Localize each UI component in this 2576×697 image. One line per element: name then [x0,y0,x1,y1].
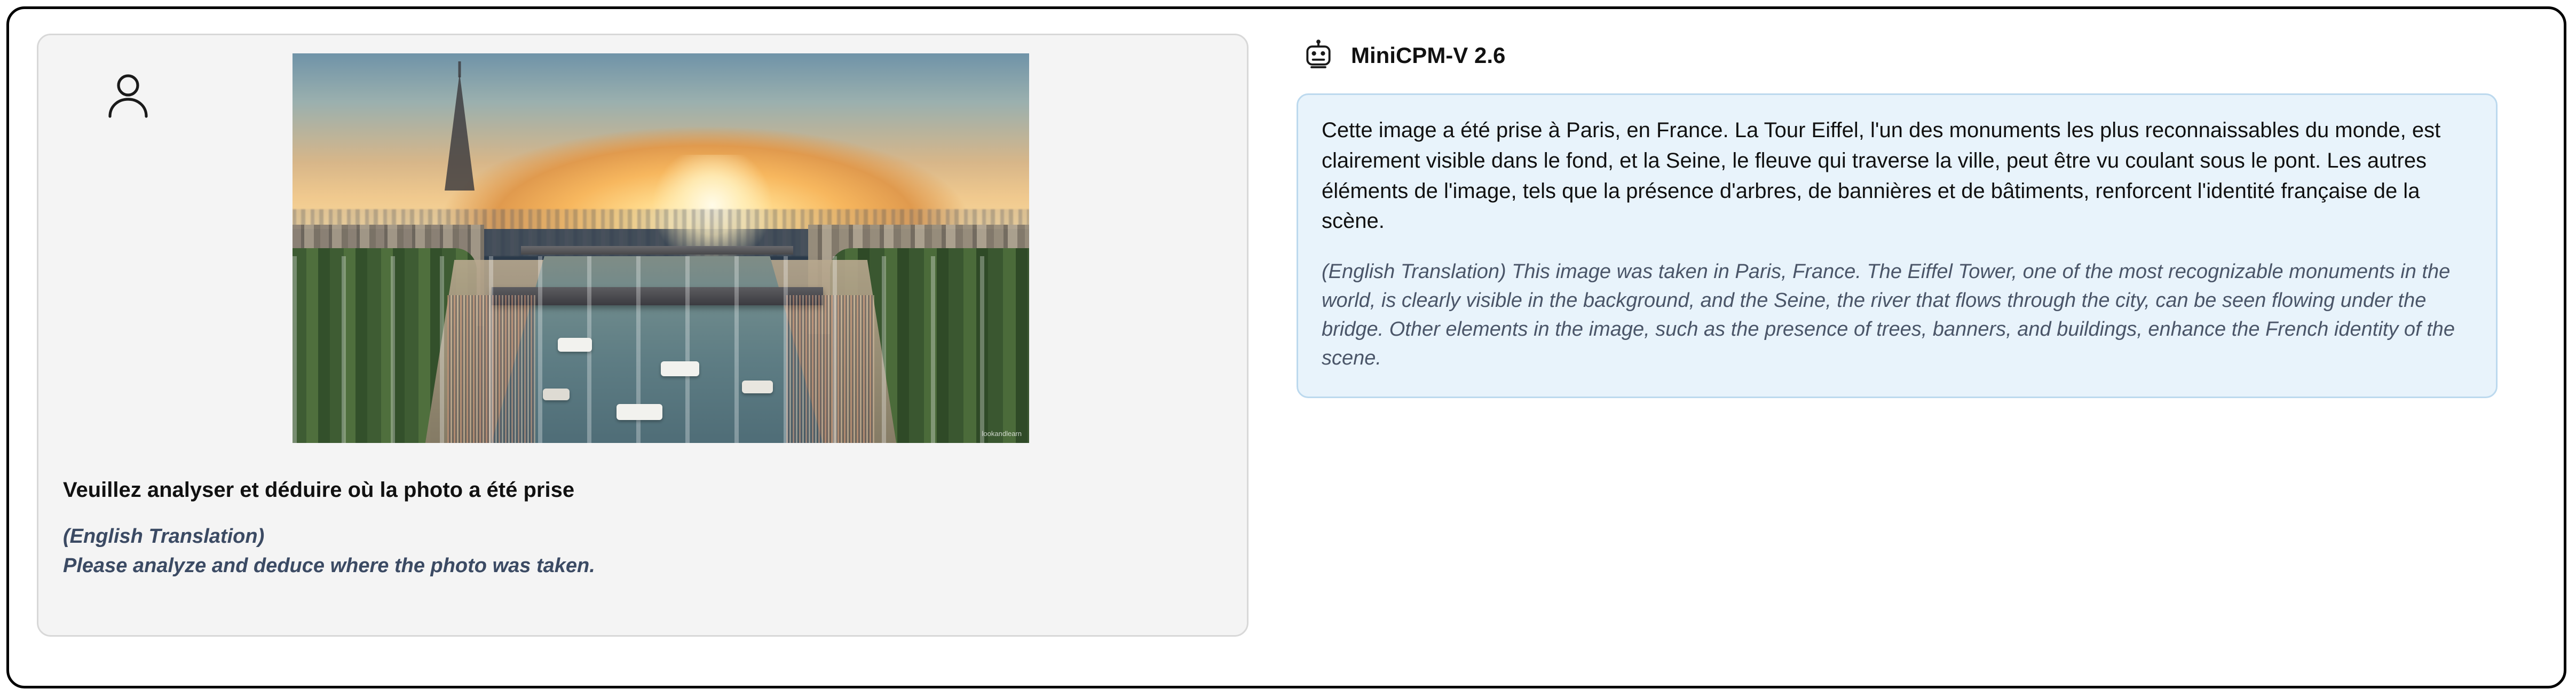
photo-boat [558,338,592,352]
assistant-message [1297,34,2536,661]
assistant-response-translation: (English Translation) This image was taken in Paris, France. The Eiffel Tower, one of the most recognizable monuments in the world, is clearly visible in the background, and the Seine, the river that flows through the city, can be seen flowing under the bridge. Other elements in the image, such as the presence of trees, banners, and buildings, enhance the French identity of the scene. [1322,260,2455,370]
photo-boat [617,404,662,420]
assistant-response-text: Cette image a été prise à Paris, en France. La Tour Eiffel, l'un des monuments les plus reconnaissables du monde, est clairement visible dans le fond, et la Seine, le fleuve qui traverse la ville, peut être vu coulant sous le pont. Les autres éléments de l'image, tels que la présence d'arbres, de bannières et de bâtiments, renforcent l'identité française de la scène. [1322,118,2441,233]
model-name-label: MiniCPM-V 2.6 [1351,43,1506,68]
user-prompt-translation [63,522,1222,581]
photo-boat [543,389,570,400]
photo-far-bridge [521,246,794,255]
user-translation-text: Please analyze and deduce where the photo was taken. [63,555,595,577]
assistant-response-bubble [1297,93,2498,398]
photo-boat [661,361,699,376]
conversation-frame [6,6,2566,688]
user-prompt-text: Veuillez analyser et déduire où la photo a été prise [63,478,575,502]
photo-boat [742,381,773,393]
user-translation-label: (English Translation) [63,525,265,548]
user-attached-image [293,53,1029,443]
assistant-header [1302,39,2536,72]
user-message-card [37,34,1249,637]
photo-watermark: lookandlearn [982,430,1022,438]
eiffel-tower-shape [444,73,476,191]
user-avatar-icon [102,69,154,121]
conversation-content [9,9,2564,686]
robot-icon [1302,39,1335,72]
paris-seine-photo [293,53,1029,443]
